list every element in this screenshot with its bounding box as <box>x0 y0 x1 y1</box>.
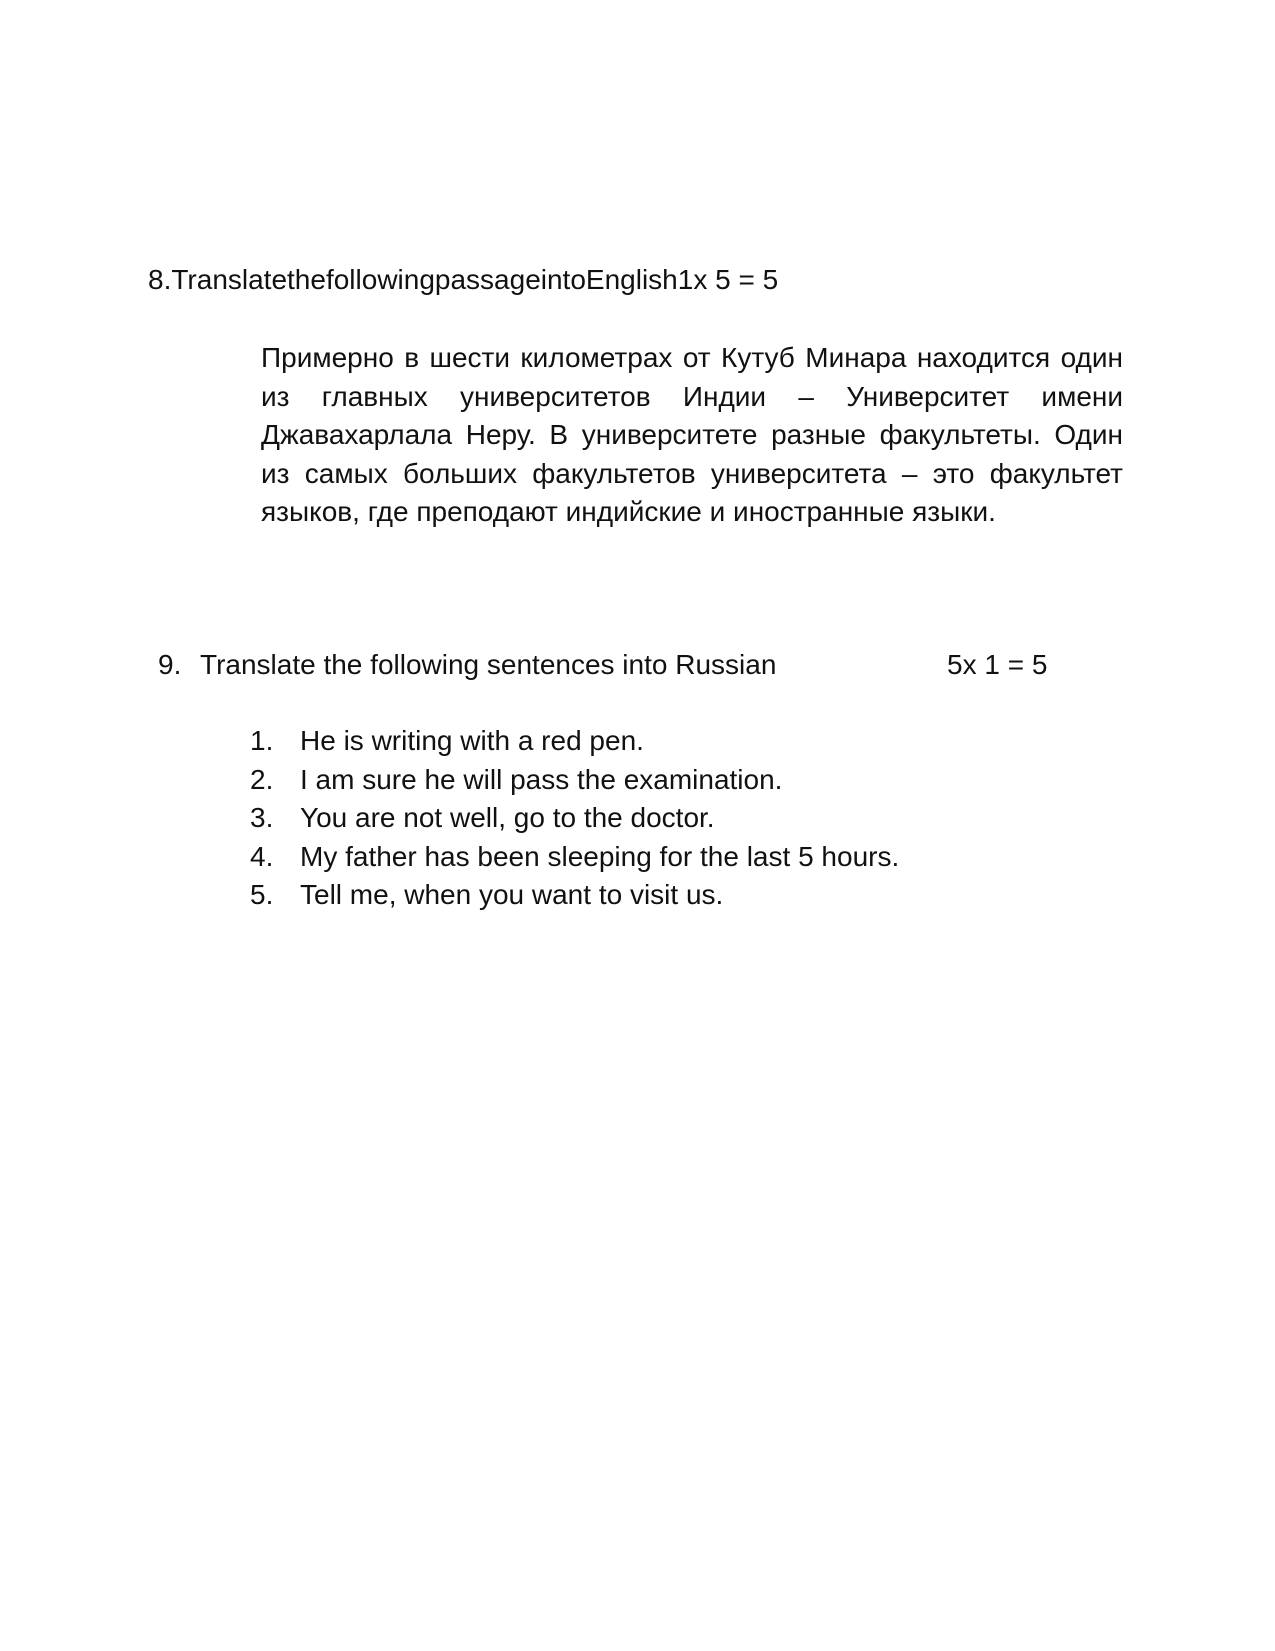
question-8-passage: Примерно в шести километрах от Кутуб Минара находится один из главных университетов Индии – Университет имени Джавахарлала Неру. В университете разные факультеты. Один из самых больших факультетов университета – это факультет языков, где преподают индийские и иностранные языки. <box>261 342 1123 527</box>
sentence-text: You are not well, go to the doctor. <box>300 802 715 833</box>
question-9-number: 9. <box>158 649 182 680</box>
sentence-number: 4. <box>250 840 274 872</box>
sentence-text: My father has been sleeping for the last 5 hours. <box>300 840 900 872</box>
sentence-text: Tell me, when you want to visit us. <box>300 879 724 910</box>
sentence-number: 5. <box>250 879 274 910</box>
question-9-heading: Translate the following sentences into Russian <box>200 649 777 680</box>
sentence-number: 2. <box>250 763 274 795</box>
sentence-text: He is writing with a red pen. <box>300 725 644 756</box>
question-9-marks: 5x 1 = 5 <box>947 649 1048 680</box>
sentence-text: I am sure he will pass the examination. <box>300 763 783 795</box>
question-8-heading: 8.TranslatethefollowingpassageintoEnglish1x 5 = 5 <box>148 264 779 295</box>
sentence-number: 1. <box>250 725 274 756</box>
sentence-number: 3. <box>250 802 274 833</box>
